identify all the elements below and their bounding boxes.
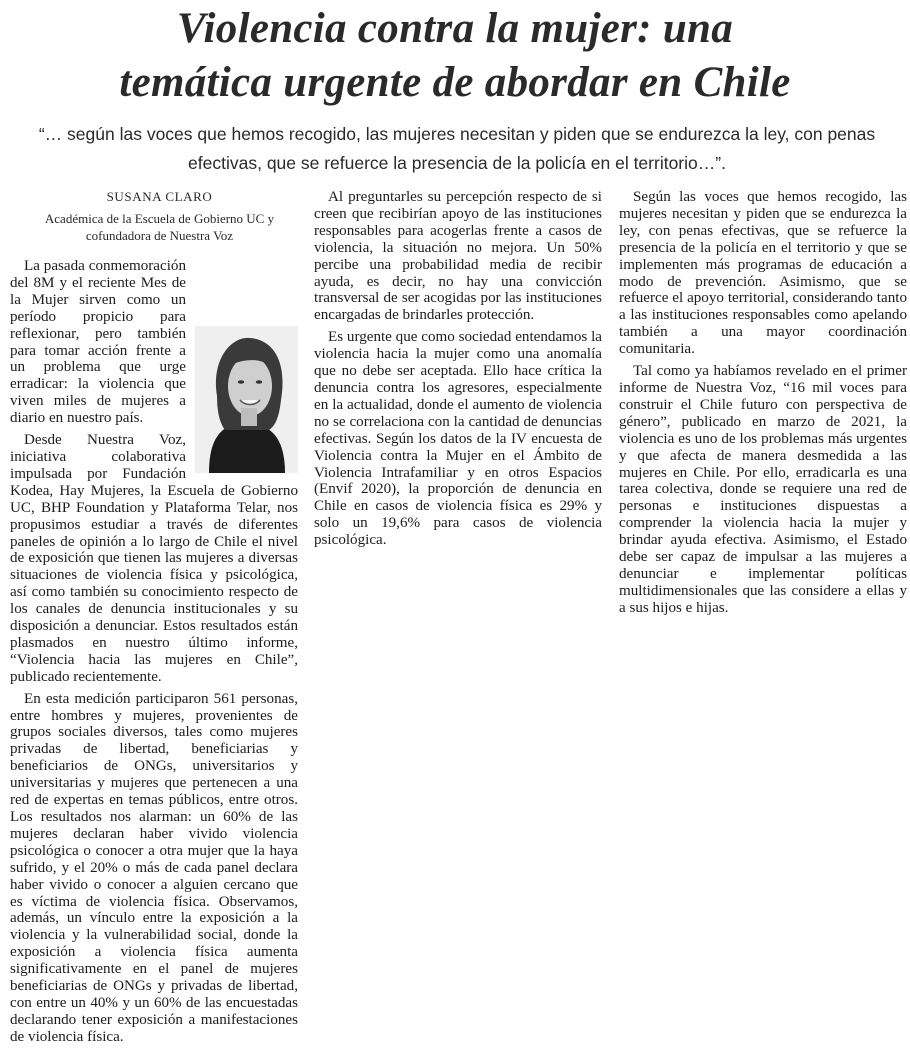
headline-line-2: temática urgente de abordar en Chile <box>119 59 791 106</box>
author-role: Académica de la Escuela de Gobierno UC y cofundadora de Nuestra Voz <box>44 211 275 243</box>
paragraph-7: Tal como ya habíamos revelado en el primer informe de Nuestra Voz, “16 mil voces para construir el Chile futuro con perspectiva de género”, publicado en marzo de 2021, la violencia es uno de los problemas más urgentes y que afecta de manera desmedida a las mujeres en Chile. Por ello, erradicarla es una tarea colectiva, donde se requiere una red de personas e instituciones dispuestas a comprender la violencia hacia la mujer y brindar ayuda efectiva. Asimismo, el Estado debe ser capaz de impulsar a las mujeres a denunciar e implementar políticas multidimensionales que las considere a ellas y a sus hijos e hijas. <box>619 363 907 616</box>
headline <box>20 2 890 110</box>
author-portrait-icon <box>195 326 298 473</box>
paragraph-4: Al preguntarles su percepción respecto de si creen que recibirían apoyo de las instituciones responsables para acogerlas frente a casos de violencia, la situación no mejora. Un 50% percibe una probabilidad media de recibir ayuda, es decir, no hay una convicción transversal de ser acogidas por las instituciones encargadas de brindarles protección. <box>314 189 602 324</box>
article-column-3 <box>619 189 907 622</box>
article-column-2 <box>314 189 602 554</box>
article-column-1 <box>10 258 298 1051</box>
paragraph-6: Según las voces que hemos recogido, las mujeres necesitan y piden que se endurezca la ley, con penas efectivas, que se refuerce la presencia de la policía en el territorio y que se implementen más programas de educación a modo de prevención. Asimismo, que se refuerce el apoyo territorial, considerando tanto a las instituciones responsables como apelando también a una mayor coordinación comunitaria. <box>619 189 907 358</box>
paragraph-1: La pasada conmemoración del 8M y el reciente Mes de la Mujer sirven como un período propicio para reflexionar, pero también para tomar acción frente a un problema que urge erradicar: la violencia que viven miles de mujeres a diario en nuestro país. <box>10 258 186 427</box>
pull-quote-deck: “… según las voces que hemos recogido, las mujeres necesitan y piden que se endurezca la ley, con penas efectivas, que se refuerce la presencia de la policía en el territorio…”. <box>38 124 876 173</box>
byline <box>22 188 297 244</box>
paragraph-2: Desde Nuestra Voz, iniciativa colaborativa impulsada por Fundación Kodea, Hay Mujeres, la Escuela de Gobierno UC, BHP Foundation y Plataforma Telar, nos propusimos estudiar a través de diferentes paneles de opinión a lo largo de Chile el nivel de exposición que tienen las mujeres a diversas situaciones de violencia física y psicológica, así como también su conocimiento respecto de los canales de denuncia institucionales y su disposición a denunciar. Estos resultados están plasmados en nuestro último informe, “Violencia hacia las mujeres en Chile”, publicado recientemente. <box>10 432 298 685</box>
headline-line-1: Violencia contra la mujer: una <box>176 5 734 52</box>
paragraph-3: En esta medición participaron 561 personas, entre hombres y mujeres, provenientes de grupos sociales diversos, tales como mujeres privadas de libertad, beneficiarias y beneficiarios de ONGs, universitarios y universitarias y mujeres que pertenecen a una red de expertas en temas públicos, entre otros. Los resultados nos alarman: un 60% de las mujeres declaran haber vivido violencia psicológica o conocer a otra mujer que la haya sufrido, y el 20% o más de cada panel declara haber vivido o conocer a alguien cercano que es víctima de violencia física. Observamos, además, un vínculo entre la exposición a la violencia y la vulnerabilidad social, donde la exposición a violencia física aumenta significativamente en el panel de mujeres beneficiarias de ONGs y privadas de libertad, con entre un 40% y un 60% de las encuestadas declarando tener exposición a manifestaciones de violencia física. <box>10 690 298 1045</box>
author-name: SUSANA CLARO <box>106 189 213 204</box>
paragraph-5: Es urgente que como sociedad entendamos la violencia hacia la mujer como una anomalía que no debe ser aceptada. Ello hace crítica la denuncia contra los agresores, especialmente en la actualidad, donde el aumento de violencia no se correlaciona con la cantidad de denuncias efectivas. Según los datos de la IV encuesta de Violencia contra la Mujer en el Ámbito de Violencia Intrafamiliar y en otros Espacios (Envif 2020), la proporción de denuncia en Chile en casos de violencia física es 29% y solo un 19,6% para casos de violencia psicológica. <box>314 329 602 549</box>
